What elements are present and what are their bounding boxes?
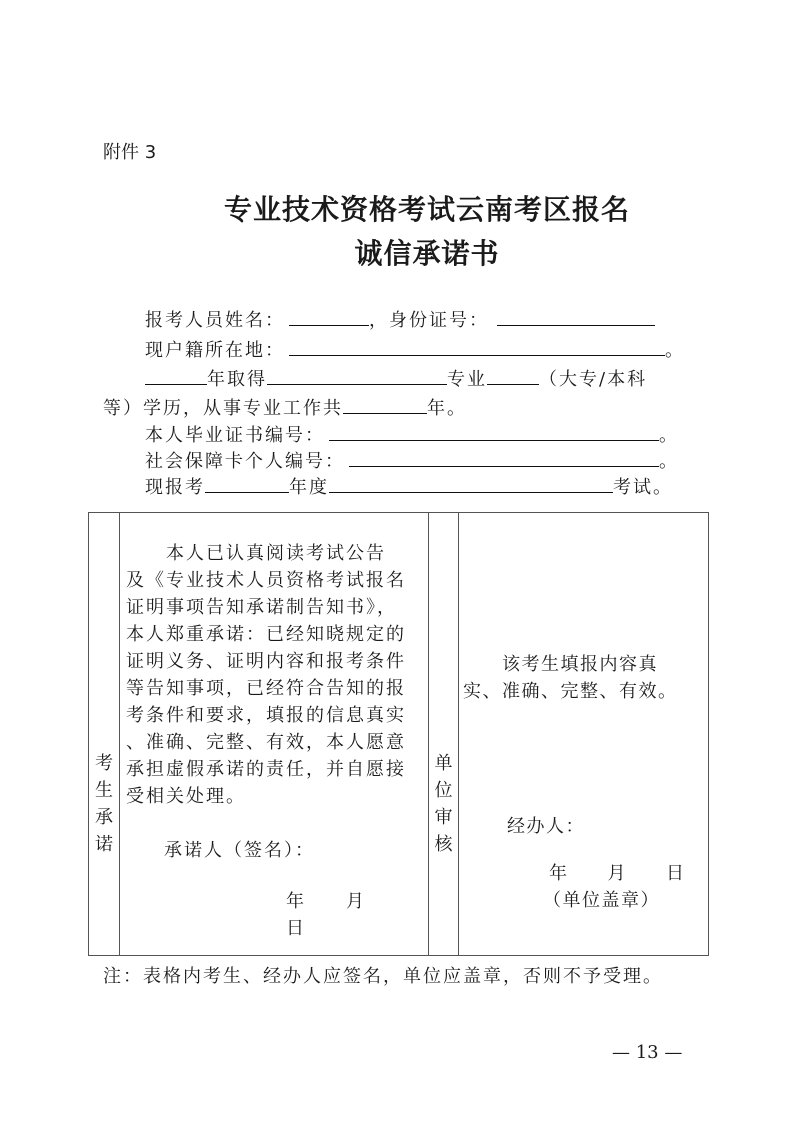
degree-hint-cont: 等）学历，从事专业工作共 — [103, 398, 343, 419]
page-number: — 13 — — [612, 1042, 683, 1063]
exam-suffix: 考试。 — [613, 477, 673, 498]
unit-handler-signature[interactable]: 经办人： — [507, 816, 585, 837]
diploma-number-field[interactable] — [329, 420, 659, 441]
commitment-line: 承担虚假承诺的责任，并自愿接 — [126, 759, 406, 780]
ssn-row — [145, 446, 679, 472]
ssn-label: 社会保障卡个人编号： — [145, 451, 345, 472]
document-title-line2: 诚信承诺书 — [354, 237, 500, 270]
document-title-line1: 专业技术资格考试云南考区报名 — [223, 193, 630, 226]
exam-year-field[interactable] — [205, 472, 289, 493]
candidate-label-cell — [89, 513, 120, 956]
unit-label-char: 单 — [434, 753, 453, 774]
education-row — [145, 364, 647, 390]
candidate-date: 年 月 日 — [286, 891, 406, 939]
year-obtained-label: 年取得 — [207, 369, 267, 390]
period: 。 — [659, 451, 679, 472]
degree-hint: （大专/本科 — [539, 369, 648, 390]
commitment-line: 、准确、完整、有效，本人愿意 — [126, 732, 406, 753]
degree-field[interactable] — [487, 364, 539, 385]
footnote: 注：表格内考生、经办人应签名，单位应盖章，否则不予受理。 — [103, 966, 663, 987]
period: 。 — [665, 340, 685, 361]
unit-date: 年 月 日 — [549, 863, 686, 884]
years-label: 年。 — [427, 398, 467, 419]
commitment-table — [88, 512, 709, 956]
commitment-line: 及《专业技术人员资格考试报名 — [126, 570, 406, 591]
candidate-commitment-cell — [120, 513, 429, 956]
candidate-signature[interactable]: 承诺人（签名）： — [164, 840, 315, 861]
work-years-field[interactable] — [343, 393, 427, 414]
residence-row — [145, 335, 685, 361]
residence-field[interactable] — [289, 335, 665, 356]
unit-label-char: 位 — [434, 780, 453, 801]
name-label: 报考人员姓名： — [145, 310, 285, 331]
residence-label: 现户籍所在地： — [145, 340, 285, 361]
graduation-year-field[interactable] — [145, 364, 207, 385]
unit-seal[interactable]: （单位盖章） — [543, 890, 660, 911]
unit-review-cell — [459, 513, 709, 956]
unit-label-cell — [429, 513, 459, 956]
unit-label-char: 核 — [434, 834, 453, 855]
candidate-label-char: 承 — [95, 807, 113, 828]
attachment-label: 附件 3 — [103, 142, 157, 163]
diploma-row — [145, 420, 679, 446]
ssn-number-field[interactable] — [349, 446, 659, 467]
commitment-line: 本人郑重承诺：已经知晓规定的 — [126, 624, 406, 645]
commitment-line: 证明事项告知承诺制告知书》， — [126, 597, 397, 618]
work-years-row — [103, 393, 467, 419]
exam-row — [145, 472, 673, 498]
exam-prefix: 现报考 — [145, 477, 205, 498]
major-label: 专业 — [447, 369, 487, 390]
id-number-field[interactable] — [497, 305, 655, 326]
name-id-row — [145, 305, 655, 331]
commitment-line: 受相关处理。 — [126, 786, 246, 807]
unit-label-char: 审 — [434, 807, 453, 828]
commitment-line: 本人已认真阅读考试公告 — [126, 543, 386, 564]
unit-review-line: 实、准确、完整、有效。 — [463, 681, 678, 702]
exam-year-label: 年度 — [289, 477, 329, 498]
candidate-label-char: 生 — [95, 780, 113, 801]
exam-name-field[interactable] — [329, 472, 613, 493]
unit-review-line: 该考生填报内容真 — [463, 654, 658, 675]
commitment-line: 证明义务、证明内容和报考条件 — [126, 651, 406, 672]
commitment-line: 考条件和要求，填报的信息真实 — [126, 705, 406, 726]
commitment-line: 等告知事项，已经符合告知的报 — [126, 678, 406, 699]
candidate-label-char: 考 — [95, 753, 113, 774]
diploma-label: 本人毕业证书编号： — [145, 425, 325, 446]
major-field[interactable] — [267, 364, 447, 385]
period: 。 — [659, 425, 679, 446]
id-label: ，身份证号： — [369, 310, 489, 331]
name-field[interactable] — [289, 305, 369, 326]
candidate-label-char: 诺 — [95, 834, 113, 855]
